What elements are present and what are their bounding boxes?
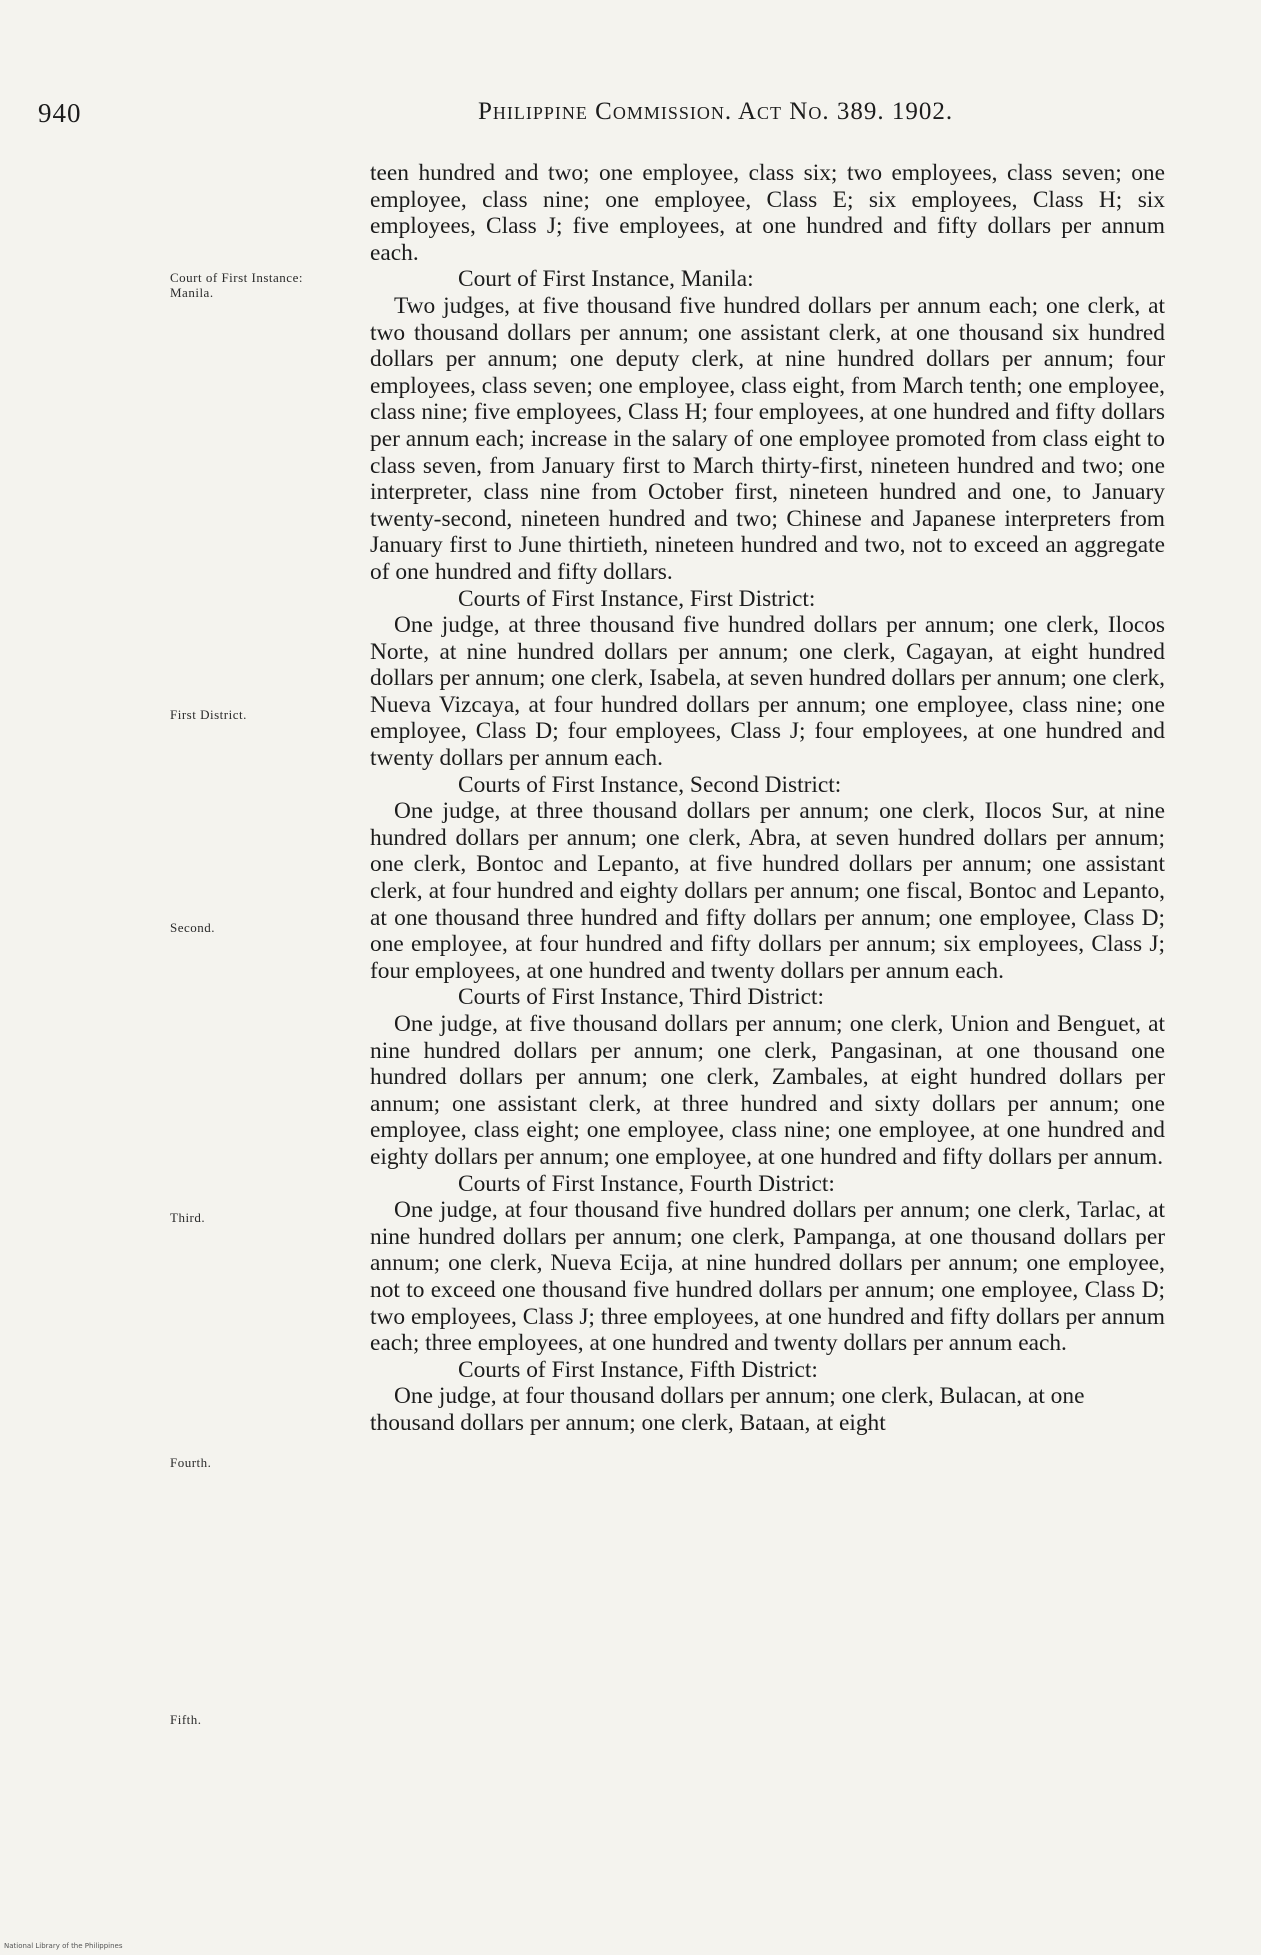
page-number: 940 <box>38 98 82 128</box>
margin-note-fifth: Fifth. <box>170 1712 202 1727</box>
section-heading-first-district: Courts of First Instance, First District: <box>458 585 816 612</box>
paragraph-first-district: One judge, at three thousand five hundred dollars per annum; one clerk, Ilocos Norte, at nine hundred dollars per annum; one clerk, Cagayan, at eight hundred dollars per annum; one clerk, Isabela, at seven hundred dollars per annum; one clerk, Nueva Vizcaya, at four hundred dollars per annum; one employee, class nine; one employee, Class D; four employees, Class J; four employees, at one hundred and twenty dollars per annum each. <box>370 612 1165 772</box>
running-head: Philippine Commission. Act No. 389. 1902. <box>478 98 954 125</box>
margin-note-third: Third. <box>170 1210 206 1225</box>
section-heading-fourth-district: Courts of First Instance, Fourth District: <box>458 1170 835 1197</box>
margin-note-first-district: First District. <box>170 707 247 722</box>
margin-note-second: Second. <box>170 920 216 935</box>
footer-credit: National Library of the Philippines <box>4 1942 123 1950</box>
main-text <box>370 160 1165 1437</box>
paragraph-fifth-district: One judge, at four thousand dollars per annum; one clerk, Bulacan, at one thousand dollars per annum; one clerk, Bataan, at eight <box>370 1383 1085 1436</box>
section-heading-fifth-district: Courts of First Instance, Fifth District: <box>458 1356 818 1383</box>
paragraph-second-district: One judge, at three thousand dollars per annum; one clerk, Ilocos Sur, at nine hundred dollars per annum; one clerk, Abra, at seven hundred dollars per annum; one clerk, Bontoc and Lepanto, at five hundred dollars per annum; one assistant clerk, at four hundred and eighty dollars per annum; one fiscal, Bontoc and Lepanto, at one thousand three hundred and fifty dollars per annum; one employee, Class D; one employee, at four hundred and fifty dollars per annum; six employees, Class J; four employees, at one hundred and twenty dollars per annum each. <box>370 798 1165 984</box>
paragraph-continuation: teen hundred and two; one employee, class six; two employees, class seven; one employee, class nine; one employee, Class E; six employees, Class H; six employees, Class J; five employees, at one hundred and fifty dollars per annum each. <box>370 160 1165 266</box>
paragraph-third-district: One judge, at five thousand dollars per annum; one clerk, Union and Benguet, at nine hundred dollars per annum; one clerk, Pangasinan, at one thousand one hundred dollars per annum; one clerk, Zambales, at eight hundred dollars per annum; one assistant clerk, at three hundred and sixty dollars per annum; one employee, class eight; one employee, class nine; one employee, at one hundred and eighty dollars per annum; one employee, at one hundred and fifty dollars per annum. <box>370 1011 1165 1170</box>
margin-note-manila: Court of First Instance: Manila. <box>170 270 303 300</box>
paragraph-manila: Two judges, at five thousand five hundred dollars per annum each; one clerk, at two thousand dollars per annum; one assistant clerk, at one thousand six hundred dollars per annum; one deputy clerk, at nine hundred dollars per annum; four employees, class seven; one employee, class eight, from March tenth; one employee, class nine; five employees, Class H; four employees, at one hundred and fifty dollars per annum each; increase in the salary of one employee promoted from class eight to class seven, from January first to March thirty-first, nineteen hundred and two; one interpreter, class nine from October first, nineteen hundred and one, to January twenty-second, nineteen hundred and two; Chinese and Japanese interpreters from January first to June thirtieth, nineteen hundred and two, not to exceed an aggregate of one hundred and fifty dollars. <box>370 292 1165 585</box>
section-heading-manila: Court of First Instance, Manila: <box>458 266 754 293</box>
section-heading-second-district: Courts of First Instance, Second District: <box>458 771 842 798</box>
paragraph-fourth-district: One judge, at four thousand five hundred dollars per annum; one clerk, Tarlac, at nine hundred dollars per annum; one clerk, Pampanga, at one thousand dollars per annum; one clerk, Nueva Ecija, at nine hundred dollars per annum; one employee, not to exceed one thousand five hundred dollars per annum; one employee, Class D; two employees, Class J; three employees, at one hundred and fifty dollars per annum each; three employees, at one hundred and twenty dollars per annum each. <box>370 1197 1165 1357</box>
margin-note-fourth: Fourth. <box>170 1455 212 1470</box>
section-heading-third-district: Courts of First Instance, Third District: <box>458 984 824 1011</box>
